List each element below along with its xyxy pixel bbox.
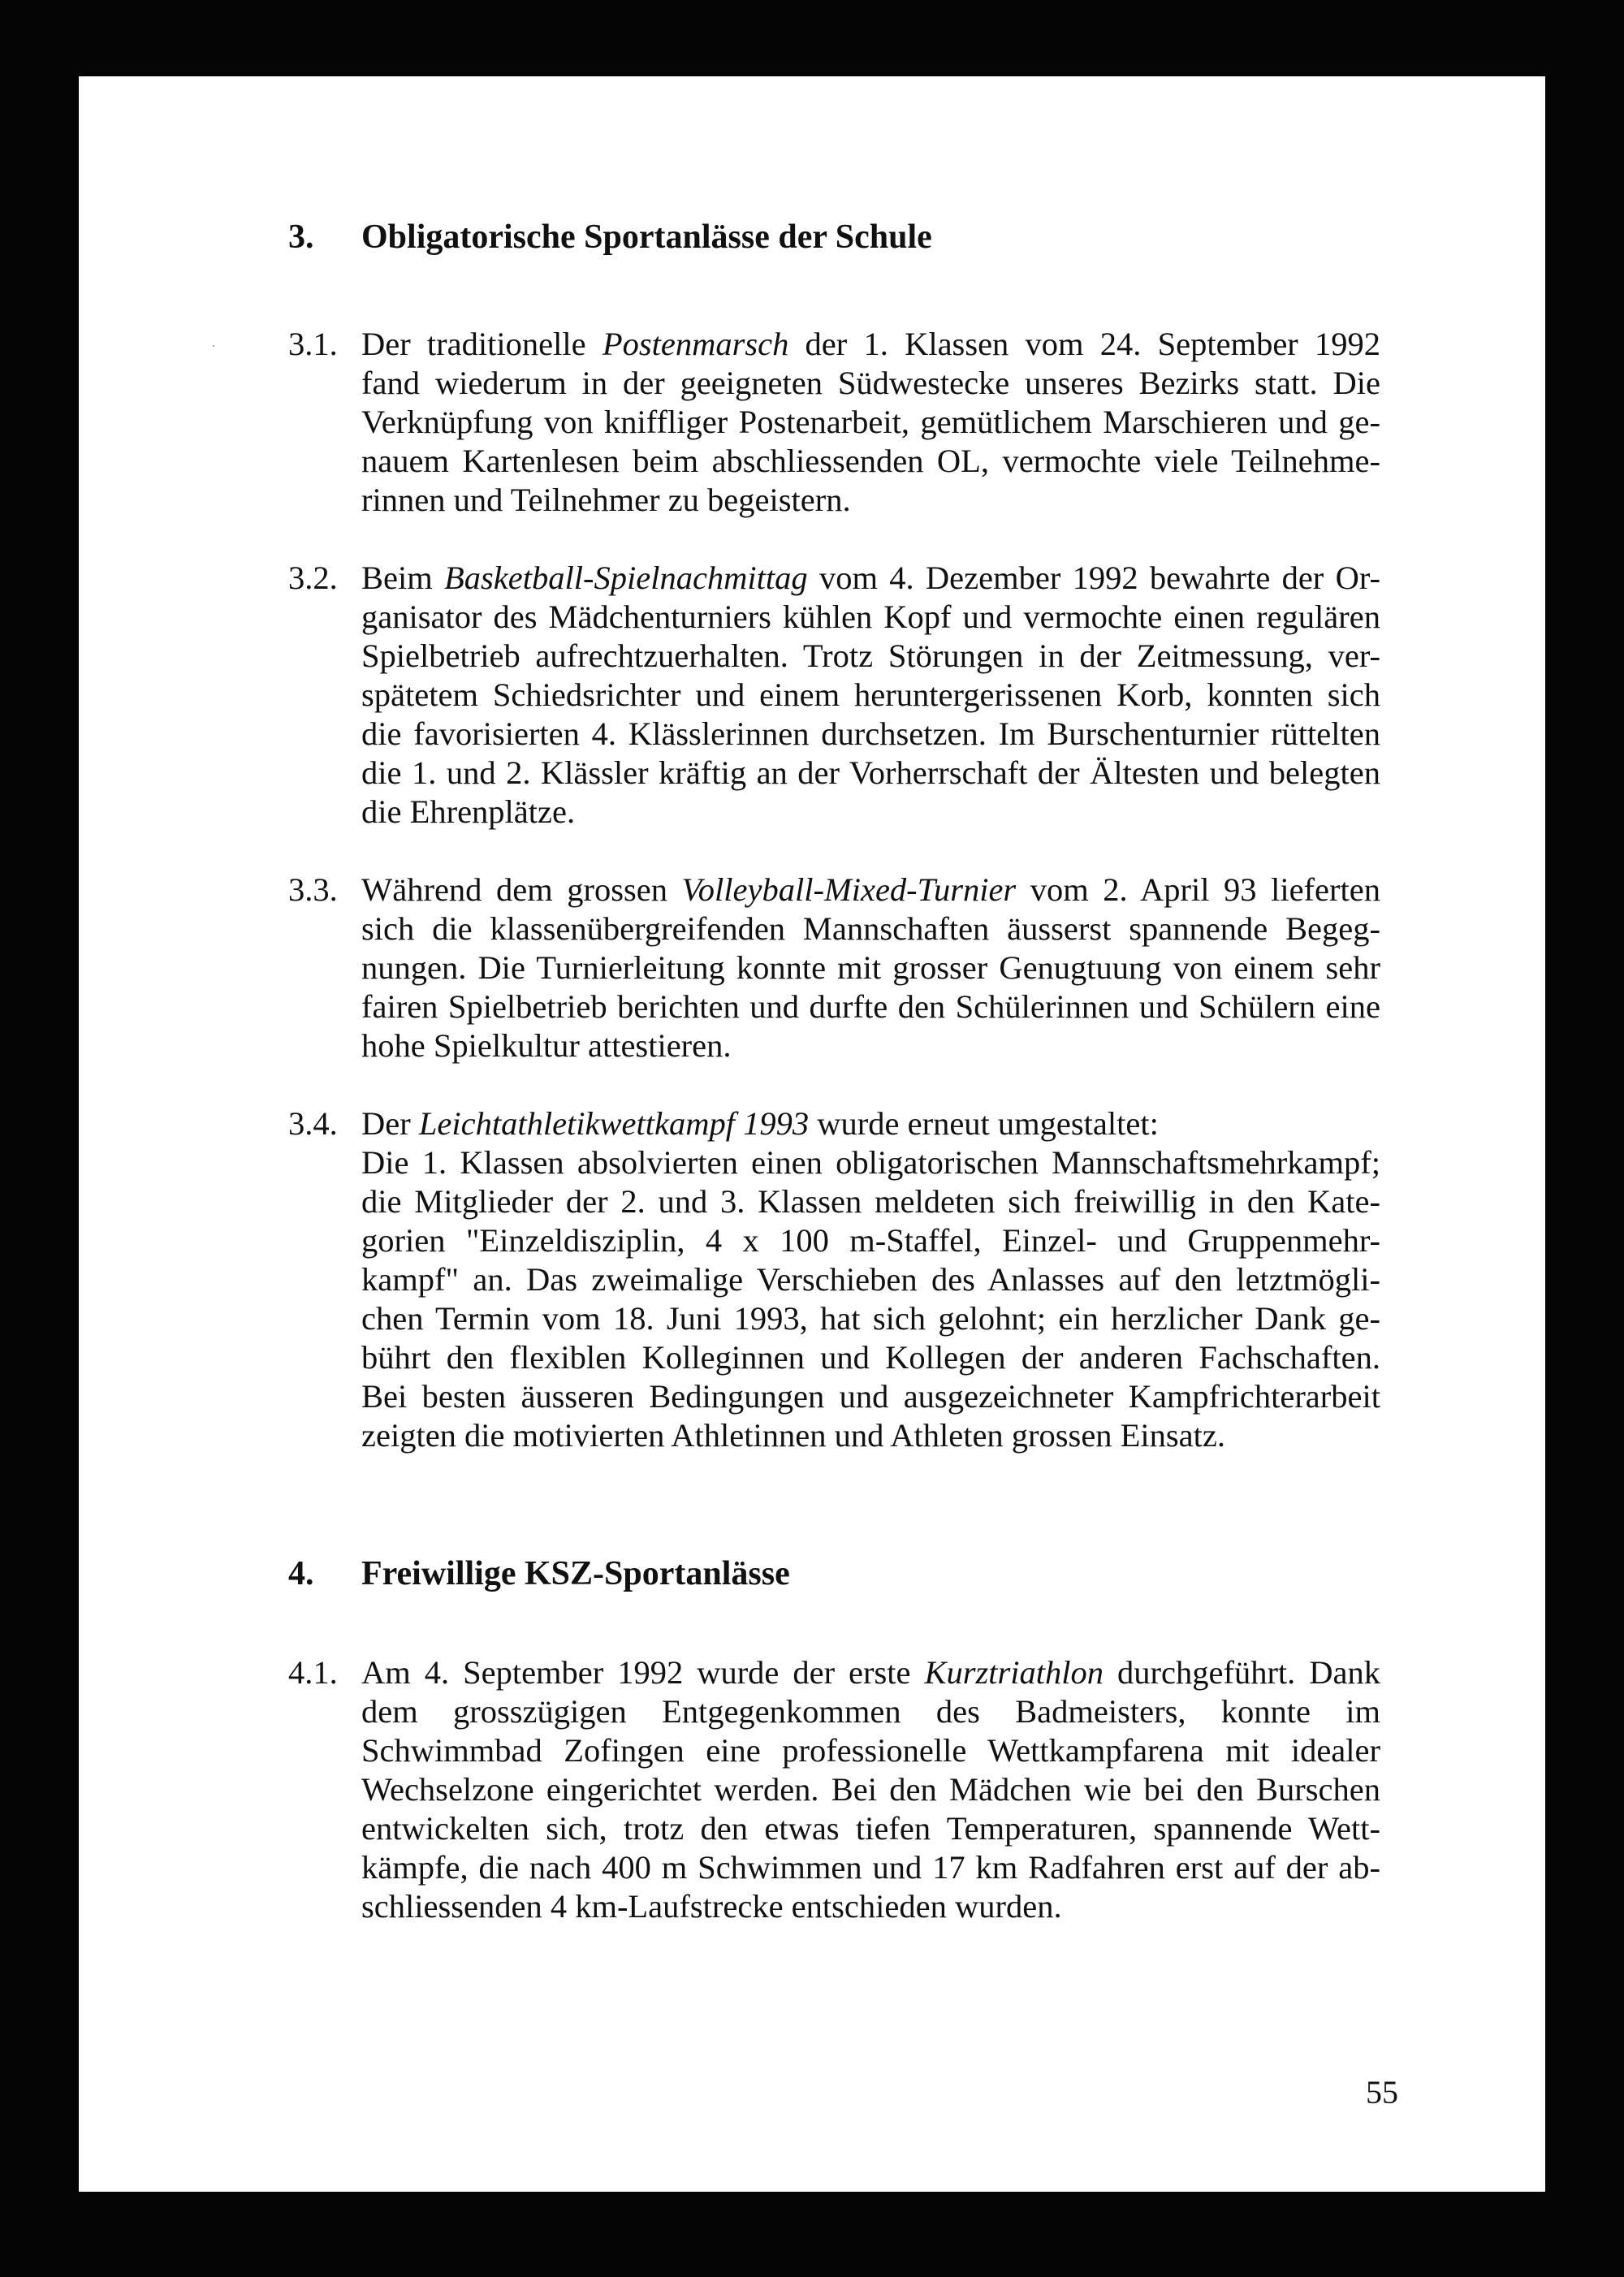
text-line [361,1143,1380,1182]
text-line [361,1692,1380,1731]
text-line [361,948,1380,987]
paragraph-3-3 [288,871,1380,1065]
paragraph-3-1 [288,325,1380,520]
text-line [361,715,1380,754]
paragraph-body [361,325,1380,520]
text-line [361,1026,1380,1065]
text-line [361,987,1380,1026]
scan-speck [213,345,214,347]
text-run: ganisator des Mädchenturniers kühlen Kopf und vermochte einen regulären [361,598,1380,635]
section-heading-3 [288,214,1380,260]
page-content [288,214,1380,1926]
text-line [361,1299,1380,1338]
text-run: Am 4. September 1992 wurde der erste [361,1654,925,1691]
text-run: chen Termin vom 18. Juni 1993, hat sich gelohnt; ein herzlicher Dank ge- [361,1300,1380,1337]
paragraph-number: 3.1. [288,326,338,362]
text-run: Schwimmbad Zofingen eine professionelle Wettkampfarena mit idealer [361,1732,1380,1769]
text-run: sich die klassenübergreifenden Mannschaften äusserst spannende Begeg- [361,910,1380,947]
text-line [361,1731,1380,1770]
text-run: Der traditionelle [361,326,603,362]
text-line [361,442,1380,481]
text-run: vom 2. April 93 lieferten [1016,871,1380,908]
text-line [361,871,1380,910]
text-run: vom 4. Dezember 1992 bewahrte der Or- [807,560,1380,596]
text-run: Verknüpfung von kniffliger Postenarbeit, gemütlichem Marschieren und ge- [361,404,1380,440]
text-line [361,1338,1380,1377]
heading-title: Freiwillige KSZ-Sportanlässe [361,1555,790,1592]
text-line [361,676,1380,715]
text-line [361,1260,1380,1299]
document-page [79,76,1545,2192]
text-run: hohe Spielkultur attestieren. [361,1027,732,1064]
italic-term: Postenmarsch [602,326,789,362]
text-line [361,1182,1380,1221]
paragraph-3-4 [288,1104,1380,1455]
text-line [361,559,1380,598]
text-run: fairen Spielbetrieb berichten und durfte den Schülerinnen und Schülern eine [361,988,1380,1025]
italic-term: Volleyball-Mixed-Turnier [681,871,1017,908]
text-run: schliessenden 4 km-Laufstrecke entschieden wurden. [361,1888,1062,1925]
text-run: die Ehrenplätze. [361,793,576,830]
italic-term: Basketball-Spielnachmittag [444,560,808,596]
paragraph-body [361,1653,1380,1926]
text-line [361,598,1380,637]
text-run: gorien "Einzeldisziplin, 4 x 100 m-Staffel, Einzel- und Gruppenmehr- [361,1222,1380,1259]
italic-term: Leichtathletikwettkampf 1993 [418,1105,810,1142]
paragraph-body [361,1104,1380,1455]
text-line [361,325,1380,364]
text-run: dem grosszügigen Entgegenkommen des Badmeisters, konnte im [361,1693,1380,1730]
text-line [361,910,1380,948]
text-line [361,1377,1380,1416]
text-line [361,793,1380,832]
text-run: wurde erneut umgestaltet: [809,1105,1159,1142]
paragraph-body [361,871,1380,1065]
text-run: durchgeführt. Dank [1104,1654,1380,1691]
text-line [361,1104,1380,1143]
heading-title: Obligatorische Sportanlässe der Schule [361,218,932,256]
paragraph-number: 3.2. [288,560,338,596]
paragraph-number: 4.1. [288,1654,338,1691]
paragraph-body [361,559,1380,832]
text-line [361,1887,1380,1926]
text-line [361,403,1380,442]
text-run: die Mitglieder der 2. und 3. Klassen meldeten sich freiwillig in den Kate- [361,1183,1380,1220]
heading-number: 3. [288,218,314,256]
text-line [361,1221,1380,1260]
text-line [361,364,1380,403]
text-run: nauem Kartenlesen beim abschliessenden OL, vermochte viele Teilnehme- [361,443,1380,479]
text-run: rinnen und Teilnehmer zu begeistern. [361,482,851,518]
text-run: Beim [361,560,445,596]
text-run: bührt den flexiblen Kolleginnen und Kollegen der anderen Fachschaften. [361,1339,1380,1376]
paragraph-3-2 [288,559,1380,832]
text-line [361,754,1380,793]
text-line [361,1809,1380,1848]
text-run: kämpfe, die nach 400 m Schwimmen und 17 km Radfahren erst auf der ab- [361,1849,1380,1886]
text-line [361,481,1380,520]
heading-number: 4. [288,1555,314,1592]
text-line [361,1848,1380,1887]
paragraph-number: 3.3. [288,871,338,908]
text-run: die 1. und 2. Klässler kräftig an der Vorherrschaft der Ältesten und belegten [361,754,1380,791]
text-run: kampf" an. Das zweimalige Verschieben des Anlasses auf den letztmögli- [361,1261,1380,1298]
text-run: Spielbetrieb aufrechtzuerhalten. Trotz Störungen in der Zeitmessung, ver- [361,637,1380,674]
text-run: Bei besten äusseren Bedingungen und ausgezeichneter Kampfrichterarbeit [361,1378,1380,1415]
text-line [361,1416,1380,1455]
text-run: zeigten die motivierten Athletinnen und Athleten grossen Einsatz. [361,1417,1225,1454]
text-run: nungen. Die Turnierleitung konnte mit grosser Genugtuung von einem sehr [361,949,1380,986]
page-number: 55 [1366,2074,1398,2111]
text-run: fand wiederum in der geeigneten Südwestecke unseres Bezirks statt. Die [361,365,1380,401]
text-run: entwickelten sich, trotz den etwas tiefen Temperaturen, spannende Wett- [361,1810,1380,1847]
text-run: Während dem grossen [361,871,682,908]
text-run: die favorisierten 4. Klässlerinnen durchsetzen. Im Burschenturnier rüttelten [361,715,1380,752]
text-line [361,1653,1380,1692]
paragraph-number: 3.4. [288,1105,338,1142]
paragraph-4-1 [288,1653,1380,1926]
text-run: der 1. Klassen vom 24. September 1992 [788,326,1381,362]
text-run: Wechselzone eingerichtet werden. Bei den Mädchen wie bei den Burschen [361,1771,1380,1808]
italic-term: Kurztriathlon [924,1654,1104,1691]
text-line [361,637,1380,676]
text-run: Die 1. Klassen absolvierten einen obligatorischen Mannschaftsmehrkampf; [361,1144,1380,1181]
text-run: spätetem Schiedsrichter und einem heruntergerissenen Korb, konnten sich [361,676,1380,713]
section-heading-4 [288,1551,1380,1596]
text-run: Der [361,1105,419,1142]
text-line [361,1770,1380,1809]
